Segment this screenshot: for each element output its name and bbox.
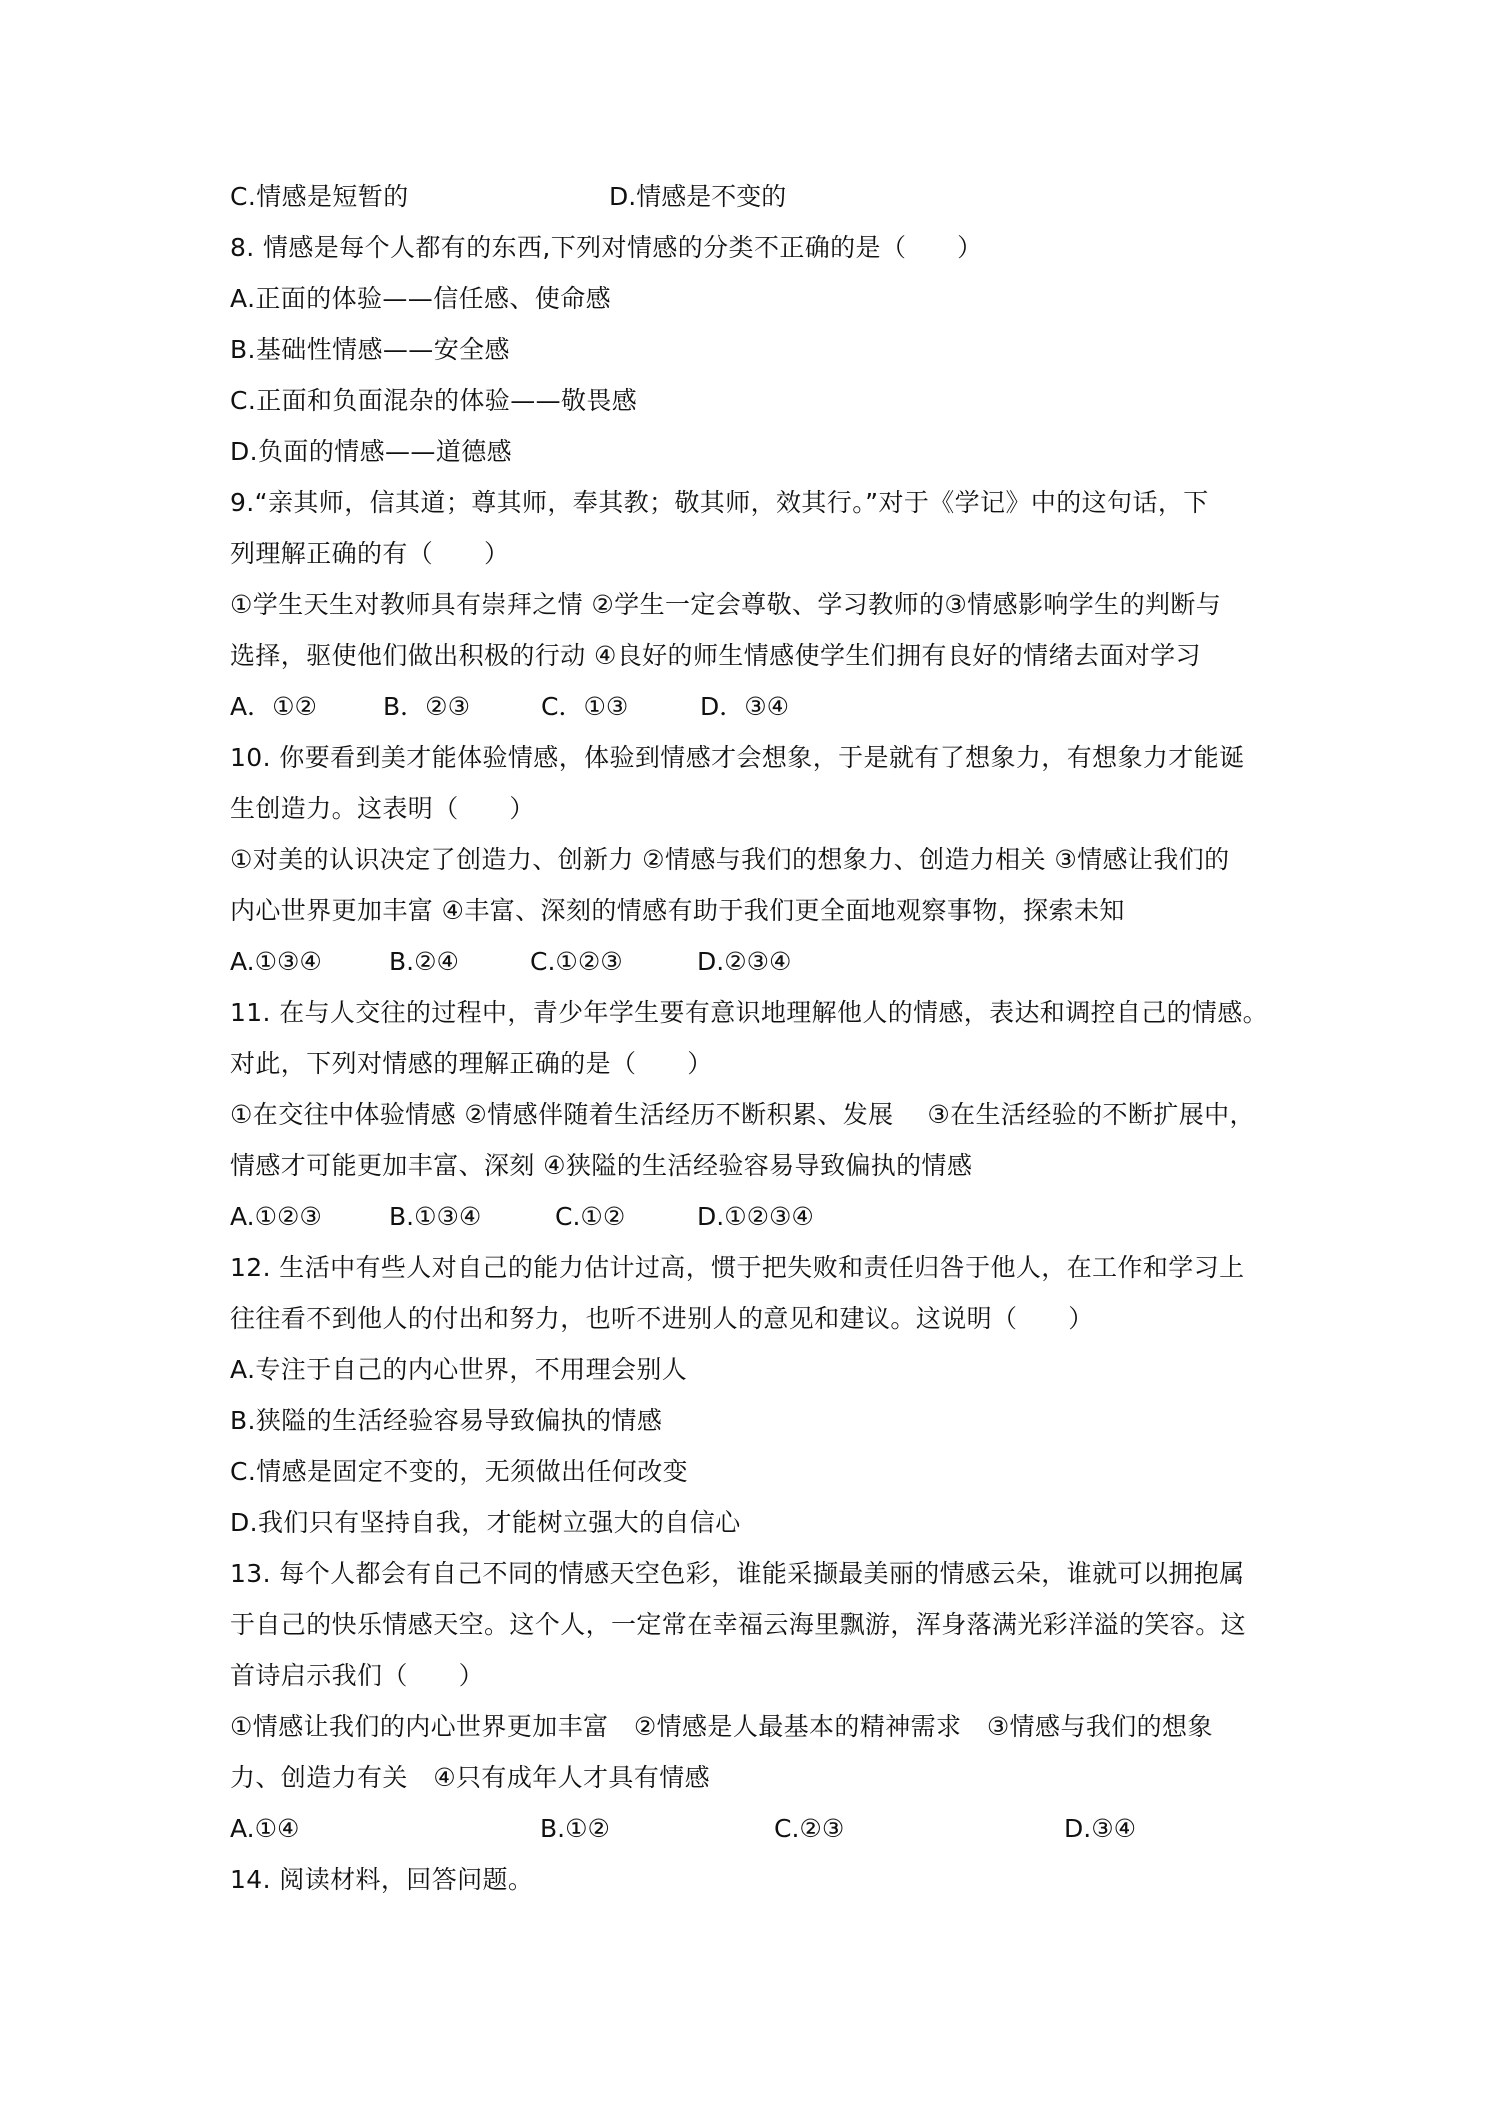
q12-option-d: D.我们只有坚持自我，才能树立强大的自信心 [230,1508,741,1537]
q13-option-c: C.②③ [774,1814,845,1843]
q10-option-c: C.①②③ [530,947,623,976]
q13-option-a: A.①④ [230,1814,300,1843]
q8-option-d: D.负面的情感——道德感 [230,437,512,466]
q9-option-c: C．①③ [541,692,629,721]
q13-statements-line-1: ①情感让我们的内心世界更加丰富 ②情感是人最基本的精神需求 ③情感与我们的想象 [230,1712,1213,1741]
q8-option-a: A.正面的体验——信任感、使命感 [230,284,612,313]
q9-statements-line-1: ①学生天生对教师具有崇拜之情 ②学生一定会尊敬、学习教师的③情感影响学生的判断与 [230,590,1222,619]
q11-statements-line-2: 情感才可能更加丰富、深刻 ④狭隘的生活经验容易导致偏执的情感 [230,1151,973,1180]
q13-stem-line-2: 于自己的快乐情感天空。这个人，一定常在幸福云海里飘游，浑身落满光彩洋溢的笑容。这 [230,1610,1247,1639]
q11-option-c: C.①② [555,1202,626,1231]
q8-option-c: C.正面和负面混杂的体验——敬畏感 [230,386,638,415]
q9-option-b: B．②③ [383,692,470,721]
q10-option-b: B.②④ [389,947,459,976]
q7-option-c: C.情感是短暂的 [230,182,409,211]
q12-stem-line-1: 12. 生活中有些人对自己的能力估计过高，惯于把失败和责任归咎于他人，在工作和学习上 [230,1253,1245,1282]
q11-option-d: D.①②③④ [697,1202,814,1231]
q10-statements-line-2: 内心世界更加丰富 ④丰富、深刻的情感有助于我们更全面地观察事物，探索未知 [230,896,1125,925]
q11-statements-line-1: ①在交往中体验情感 ②情感伴随着生活经历不断积累、发展 ③在生活经验的不断扩展中， [230,1100,1255,1129]
q14-stem: 14. 阅读材料，回答问题。 [230,1865,534,1894]
q12-option-a: A.专注于自己的内心世界，不用理会别人 [230,1355,688,1384]
q13-stem-line-3: 首诗启示我们（ ） [230,1661,485,1690]
q9-stem-line-1: 9.“亲其师，信其道；尊其师，奉其教；敬其师，效其行。”对于《学记》中的这句话，下 [230,488,1209,517]
q11-option-b: B.①③④ [389,1202,482,1231]
q13-option-b: B.①② [540,1814,610,1843]
q10-option-d: D.②③④ [697,947,792,976]
q9-option-d: D．③④ [700,692,790,721]
q10-option-a: A.①③④ [230,947,322,976]
q13-option-d: D.③④ [1064,1814,1137,1843]
q11-stem-line-2: 对此，下列对情感的理解正确的是（ ） [230,1049,713,1078]
q11-stem-line-1: 11. 在与人交往的过程中，青少年学生要有意识地理解他人的情感，表达和调控自己的情感。 [230,998,1269,1027]
q9-option-a: A．①② [230,692,317,721]
q12-option-c: C.情感是固定不变的，无须做出任何改变 [230,1457,689,1486]
q8-stem: 8. 情感是每个人都有的东西,下列对情感的分类不正确的是（ ） [230,233,983,262]
q13-stem-line-1: 13. 每个人都会有自己不同的情感天空色彩，谁能采撷最美丽的情感云朵，谁就可以拥抱属 [230,1559,1245,1588]
q10-stem-line-2: 生创造力。这表明（ ） [230,794,535,823]
q10-statements-line-1: ①对美的认识决定了创造力、创新力 ②情感与我们的想象力、创造力相关 ③情感让我们的 [230,845,1230,874]
q12-option-b: B.狭隘的生活经验容易导致偏执的情感 [230,1406,663,1435]
q8-option-b: B.基础性情感——安全感 [230,335,510,364]
q11-option-a: A.①②③ [230,1202,322,1231]
q10-stem-line-1: 10. 你要看到美才能体验情感，体验到情感才会想象，于是就有了想象力，有想象力才能诞 [230,743,1245,772]
q7-option-d: D.情感是不变的 [609,182,787,211]
q13-statements-line-2: 力、创造力有关 ④只有成年人才具有情感 [230,1763,711,1792]
q9-statements-line-2: 选择，驱使他们做出积极的行动 ④良好的师生情感使学生们拥有良好的情绪去面对学习 [230,641,1201,670]
q9-stem-line-2: 列理解正确的有（ ） [230,539,510,568]
q12-stem-line-2: 往往看不到他人的付出和努力，也听不进别人的意见和建议。这说明（ ） [230,1304,1094,1333]
